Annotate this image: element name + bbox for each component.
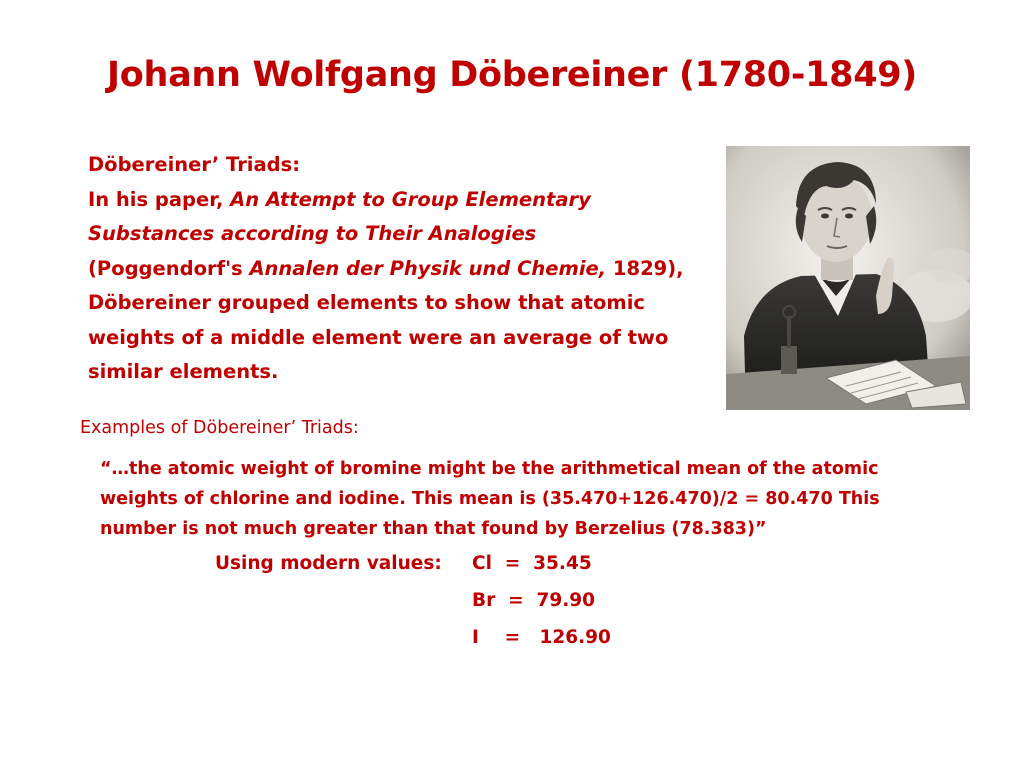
intro-paragraph (88, 148, 728, 390)
quote-line-3: number is not much greater than that found by Berzelius (78.383)” (100, 519, 767, 539)
berzelius-quote (100, 454, 980, 544)
intro-line-2 (88, 217, 728, 252)
chlorine-value: Cl = 35.45 (472, 553, 592, 574)
intro-line-4: Döbereiner grouped elements to show that atomic (88, 291, 645, 314)
bromine-value: Br = 79.90 (472, 590, 596, 611)
examples-heading: Examples of Döbereiner’ Triads: (80, 418, 359, 438)
journal-name: Annalen der Physik und Chemie, (249, 256, 607, 280)
modern-values-label: Using modern values: (215, 553, 442, 574)
paper-title-part-2: Substances according to Their Analogies (88, 222, 537, 245)
intro-heading: Döbereiner’ Triads: (88, 153, 301, 176)
quote-line-1: “…the atomic weight of bromine might be the arithmetical mean of the atomic (100, 459, 879, 479)
intro-line-5: weights of a middle element were an average of two (88, 325, 669, 349)
portrait-image (726, 146, 970, 410)
journal-year: 1829), (606, 256, 684, 280)
intro-line-1 (88, 183, 728, 218)
quote-line-2: weights of chlorine and iodine. This mean is (35.470+126.470)/2 = 80.470 This (100, 489, 880, 509)
intro-line-6: similar elements. (88, 360, 279, 383)
intro-line-3 (88, 252, 728, 287)
paper-title-part-1: An Attempt to Group Elementary (230, 187, 591, 211)
journal-prefix: (Poggendorf's (88, 256, 250, 280)
intro-line-1-prefix: In his paper, (88, 187, 231, 211)
iodine-value: I = 126.90 (472, 627, 611, 648)
slide-title: Johann Wolfgang Döbereiner (1780-1849) (106, 55, 917, 95)
portrait-engraving-icon (726, 146, 970, 410)
